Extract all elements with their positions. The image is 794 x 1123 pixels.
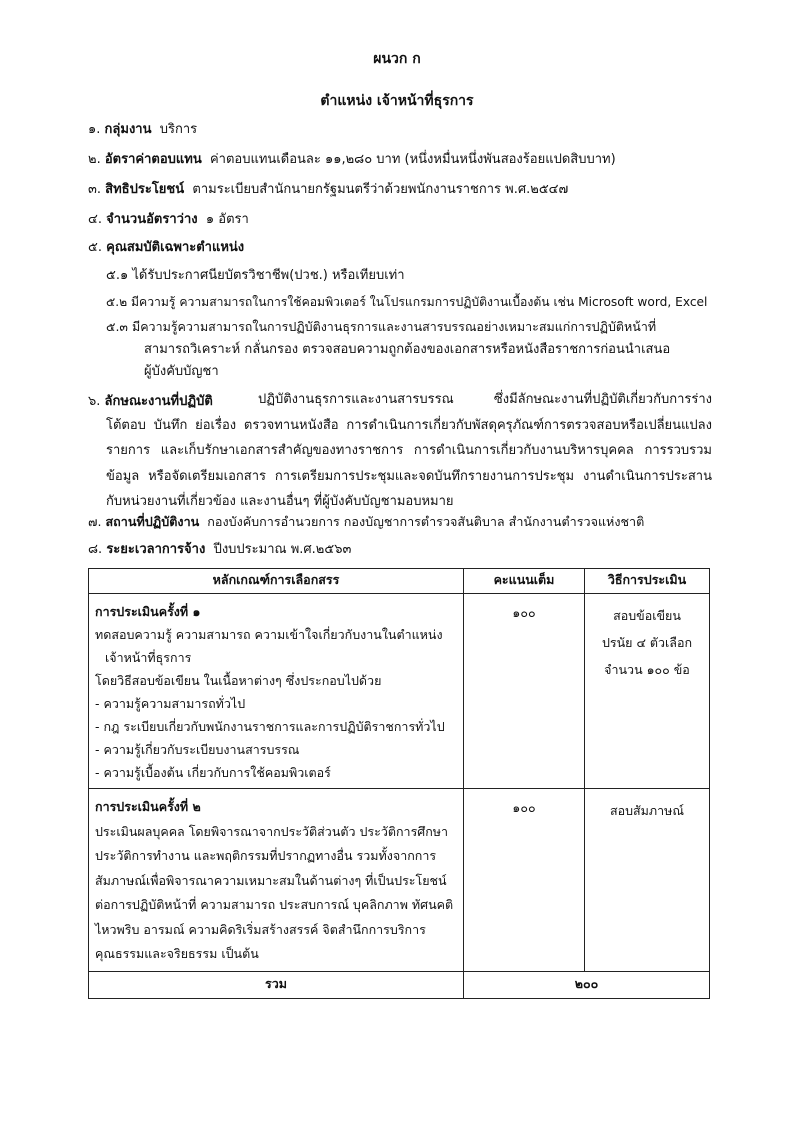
item-3: [88, 180, 568, 200]
item-3-text: ตามระเบียบสำนักนายกรัฐมนตรีว่าด้วยพนักงานราชการ พ.ศ.๒๕๔๗: [192, 182, 569, 197]
row1-criteria: [89, 594, 464, 789]
item-2-text: ค่าตอบแทนเดือนละ ๑๑,๒๘๐ บาท (หนึ่งหมื่นหนึ่งพันสองร้อยแปดสิบบาท): [209, 152, 616, 167]
row1-subject-1: - ความรู้ความสามารถทั่วไป: [95, 696, 246, 711]
row1-method-line2: ปรนัย ๔ ตัวเลือก: [601, 635, 693, 650]
item-7-number: ๗.: [88, 514, 102, 529]
header-score: คะแนนเต็ม: [464, 569, 585, 594]
item-8-label: ระยะเวลาการจ้าง: [106, 542, 206, 557]
row1-score: ๑๐๐: [464, 594, 585, 789]
row1-method: [585, 594, 710, 789]
item-1-number: ๑.: [88, 122, 101, 137]
row1-method-line1: สอบข้อเขียน: [613, 608, 681, 623]
item-6-number: ๖.: [88, 394, 101, 409]
item-4-label: จำนวนอัตราว่าง: [106, 212, 198, 227]
row1-desc-line1: ทดสอบความรู้ ความสามารถ ความเข้าใจเกี่ยวกับงานในตำแหน่ง: [95, 627, 443, 642]
item-2-number: ๒.: [88, 152, 101, 167]
row1-desc-line3: โดยวิธีสอบข้อเขียน ในเนื้อหาต่างๆ ซึ่งประกอบไปด้วย: [95, 673, 382, 688]
qualification-5-3-line3: ผู้บังคับบัญชา: [144, 364, 219, 379]
item-1-text: บริการ: [159, 122, 198, 137]
item-4-number: ๔.: [88, 212, 102, 227]
item-6-label: ลักษณะงานที่ปฏิบัติ: [104, 394, 213, 409]
qualification-5-3-line2: สามารถวิเคราะห์ กลั่นกรอง ตรวจสอบความถูกต้องของเอกสารหรือหนังสือราชการก่อนนำเสนอ: [144, 342, 671, 357]
item-1: [88, 120, 197, 140]
row1-subject-3: - ความรู้เกี่ยวกับระเบียบงานสารบรรณ: [95, 742, 300, 757]
table-total-row: [89, 971, 710, 998]
position-title: ตำแหน่ง เจ้าหน้าที่ธุรการ: [320, 93, 474, 109]
row2-score: ๑๐๐: [464, 789, 585, 972]
item-7-text: กองบังคับการอำนวยการ กองบัญชาการตำรวจสันติบาล สำนักงานตำรวจแห่งชาติ: [207, 514, 645, 529]
appendix-title: ผนวก ก: [373, 51, 421, 67]
item-4-text: ๑ อัตรา: [205, 212, 249, 227]
total-score: ๒๐๐: [464, 971, 710, 998]
item-5-label: คุณสมบัติเฉพาะตำแหน่ง: [106, 240, 245, 255]
item-5-number: ๕.: [88, 240, 102, 255]
header-criteria: หลักเกณฑ์การเลือกสรร: [89, 569, 464, 594]
duties-paragraph: ปฏิบัติงานธุรการและงานสารบรรณ ซึ่งมีลักษณะงานที่ปฏิบัติเกี่ยวกับการร่าง โต้ตอบ บันทึก ย่อเรื่อง ตรวจทานหนังสือ การดำเนินการเกี่ยวกับพัสดุครุภัณฑ์การตรวจสอบหรือเปลี่ยนแปลง รายการ และเก็บรักษาเอกสารสำคัญของทางราชการ การดำเนินการเกี่ยวกับงานบริหารบุคคล การรวบรวมข้อมูล หรือจัดเตรียมเอกสาร การเตรียมการประชุมและจดบันทึกรายงานการประชุม งานดำเนินการประสาน กับหน่วยงานที่เกี่ยวข้อง และงานอื่นๆ ที่ผู้บังคับบัญชามอบหมาย: [106, 392, 712, 509]
item-5: [88, 238, 244, 258]
row1-method-line3: จำนวน ๑๐๐ ข้อ: [604, 662, 690, 677]
item-7-label: สถานที่ปฏิบัติงาน: [105, 514, 200, 529]
selection-criteria-table: [88, 568, 710, 999]
row2-desc: ประเมินผลบุคคล โดยพิจารณาจากประวัติส่วนตัว ประวัติการศึกษา ประวัติการทำงาน และพฤติกรรมที่ปรากฏทางอื่น รวมทั้งจากการสัมภาษณ์เพื่อพิจารณาความเหมาะสมในด้านต่างๆ ที่เป็นประโยชน์ต่อการปฏิบัติหน้าที่ ความสามารถ ประสบการณ์ บุคลิกภาพ ทัศนคติ ไหวพริบ อารมณ์ ความคิดริเริ่มสร้างสรรค์ จิตสำนึกการบริการ คุณธรรมและจริยธรรม เป็นต้น: [95, 823, 454, 961]
item-8-number: ๘.: [88, 542, 103, 557]
total-label: รวม: [89, 971, 464, 998]
qualification-5-2: ๕.๒ มีความรู้ ความสามารถในการใช้คอมพิวเตอร์ ในโปรแกรมการปฏิบัติงานเบื้องต้น เช่น Microsoft word, Excel: [106, 295, 708, 309]
row1-subject-2: - กฎ ระเบียบเกี่ยวกับพนักงานราชการและการปฏิบัติราชการทั่วไป: [95, 719, 445, 734]
table-header-row: [89, 569, 710, 594]
table-row: [89, 594, 710, 789]
item-2: [88, 150, 616, 170]
row1-subject-4: - ความรู้เบื้องต้น เกี่ยวกับการใช้คอมพิวเตอร์: [95, 765, 331, 780]
item-2-label: อัตราค่าตอบแทน: [104, 152, 202, 167]
row2-method: สอบสัมภาษณ์: [585, 789, 710, 972]
header-method: วิธีการประเมิน: [585, 569, 710, 594]
qualification-5-1: ๕.๑ ได้รับประกาศนียบัตรวิชาชีพ(ปวช.) หรือเทียบเท่า: [106, 268, 405, 283]
row2-criteria: [89, 789, 464, 972]
row1-desc-line2: เจ้าหน้าที่ธุรการ: [105, 650, 192, 665]
item-8: [88, 540, 351, 560]
item-4: [88, 210, 249, 230]
item-8-text: ปีงบประมาณ พ.ศ.๒๕๖๓: [213, 542, 352, 557]
row1-title: การประเมินครั้งที่ ๑: [95, 604, 201, 619]
row2-title: การประเมินครั้งที่ ๒: [95, 799, 201, 814]
item-1-label: กลุ่มงาน: [104, 122, 152, 137]
table-row: [89, 789, 710, 972]
item-7: [88, 512, 644, 532]
qualification-5-3-line1: ๕.๓ มีความรู้ความสามารถในการปฏิบัติงานธุรการและงานสารบรรณอย่างเหมาะสมแก่การปฏิบัติหน้าที่: [106, 319, 657, 334]
item-3-label: สิทธิประโยชน์: [105, 182, 185, 197]
item-3-number: ๓.: [88, 182, 102, 197]
